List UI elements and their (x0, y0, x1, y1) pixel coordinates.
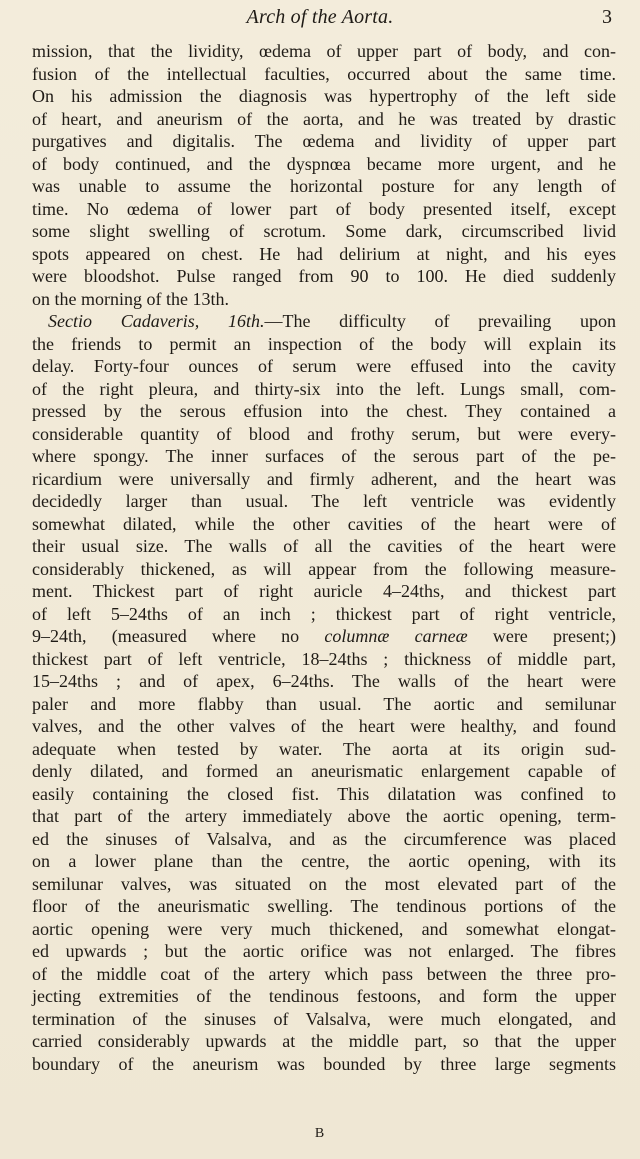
signature-mark: B (314, 1126, 326, 1141)
text-line: where spongy. The inner surfaces of the serous part of the pe- (32, 446, 616, 466)
text-line: aortic opening were very much thickened, and somewhat elongat- (32, 918, 616, 939)
columnae-italic: columnæ carneæ (324, 626, 468, 646)
page-number: 3 (602, 6, 612, 28)
text-line: thickest part of left ventricle, 18–24ths ; thickness of middle part, (32, 648, 616, 669)
columnae-after: were present;) (467, 626, 617, 646)
text-line: considerable quantity of blood and frothy serum, but were every- (32, 423, 616, 444)
columnae-before: 9–24th, (measured where no (32, 626, 325, 646)
text-line: of the right pleura, and thirty-six into the left. Lungs small, com- (32, 378, 616, 399)
text-line: decidedly larger than usual. The left ventricle was evidently (32, 491, 616, 511)
text-line: that part of the artery immediately above the aortic opening, term- (32, 806, 616, 826)
text-line: jecting extremities of the tendinous festoons, and form the upper (32, 986, 616, 1006)
body-text (32, 40, 616, 1075)
text-line: time. No œdema of lower part of body presented itself, except (32, 198, 616, 219)
text-line: ed the sinuses of Valsalva, and as the circumference was placed (32, 828, 616, 849)
columnae-line (32, 625, 616, 648)
text-line: considerably thickened, as will appear from the following measure- (32, 558, 616, 579)
text-line: valves, and the other valves of the heart were healthy, and found (32, 716, 616, 736)
text-line: delay. Forty-four ounces of serum were effused into the cavity (32, 356, 616, 376)
text-line: of the middle coat of the artery which pass between the three pro- (32, 963, 616, 984)
text-line: boundary of the aneurism was bounded by three large segments (32, 1053, 616, 1074)
text-line: floor of the aneurismatic swelling. The tendinous portions of the (32, 896, 616, 916)
text-line: of left 5–24ths of an inch ; thickest part of right ventricle, (32, 603, 616, 624)
text-line: pressed by the serous effusion into the chest. They contained a (32, 401, 616, 421)
text-line: ment. Thickest part of right auricle 4–24ths, and thickest part (32, 581, 616, 601)
text-line: semilunar valves, was situated on the most elevated part of the (32, 873, 616, 894)
text-line: of body continued, and the dyspnœa became more urgent, and he (32, 153, 616, 174)
text-line: On his admission the diagnosis was hypertrophy of the left side (32, 86, 616, 106)
text-line: easily containing the closed fist. This dilatation was confined to (32, 783, 616, 804)
running-title: Arch of the Aorta. (246, 6, 394, 28)
text-line: spots appeared on chest. He had delirium at night, and his eyes (32, 243, 616, 264)
text-line: some slight swelling of scrotum. Some dark, circumscribed livid (32, 221, 616, 241)
text-line: paler and more flabby than usual. The aortic and semilunar (32, 693, 616, 714)
text-line: termination of the sinuses of Valsalva, were much elongated, and (32, 1008, 616, 1029)
text-line: were bloodshot. Pulse ranged from 90 to 100. He died suddenly (32, 266, 616, 286)
text-line: somewhat dilated, while the other cavities of the heart were of (32, 513, 616, 534)
text-line: ed upwards ; but the aortic orifice was not enlarged. The fibres (32, 941, 616, 961)
text-line: on the morning of the 13th. (32, 288, 229, 309)
text-line: 15–24ths ; and of apex, 6–24ths. The walls of the heart were (32, 671, 616, 691)
text-line: the friends to permit an inspection of the body will explain its (32, 333, 616, 354)
text-line: carried considerably upwards at the middle part, so that the upper (32, 1031, 616, 1051)
sectio-rest: —The difficulty of prevailing upon (264, 311, 616, 331)
text-line: mission, that the lividity, œdema of upper part of body, and con- (32, 41, 616, 61)
text-line: was unable to assume the horizontal posture for any length of (32, 176, 616, 196)
text-line: on a lower plane than the centre, the aortic opening, with its (32, 851, 616, 871)
running-header (0, 6, 640, 36)
text-line: ricardium were universally and firmly adherent, and the heart was (32, 468, 616, 489)
text-line: of heart, and aneurism of the aorta, and he was treated by drastic (32, 108, 616, 129)
text-line: fusion of the intellectual faculties, occurred about the same time. (32, 63, 616, 84)
text-line: denly dilated, and formed an aneurismatic enlargement capable of (32, 761, 616, 781)
text-line: their usual size. The walls of all the cavities of the heart were (32, 536, 616, 556)
sectio-line (32, 310, 616, 333)
sectio-heading: Sectio Cadaveris, 16th. (48, 311, 265, 331)
text-line: adequate when tested by water. The aorta at its origin sud- (32, 738, 616, 759)
text-line: purgatives and digitalis. The œdema and lividity of upper part (32, 131, 616, 151)
